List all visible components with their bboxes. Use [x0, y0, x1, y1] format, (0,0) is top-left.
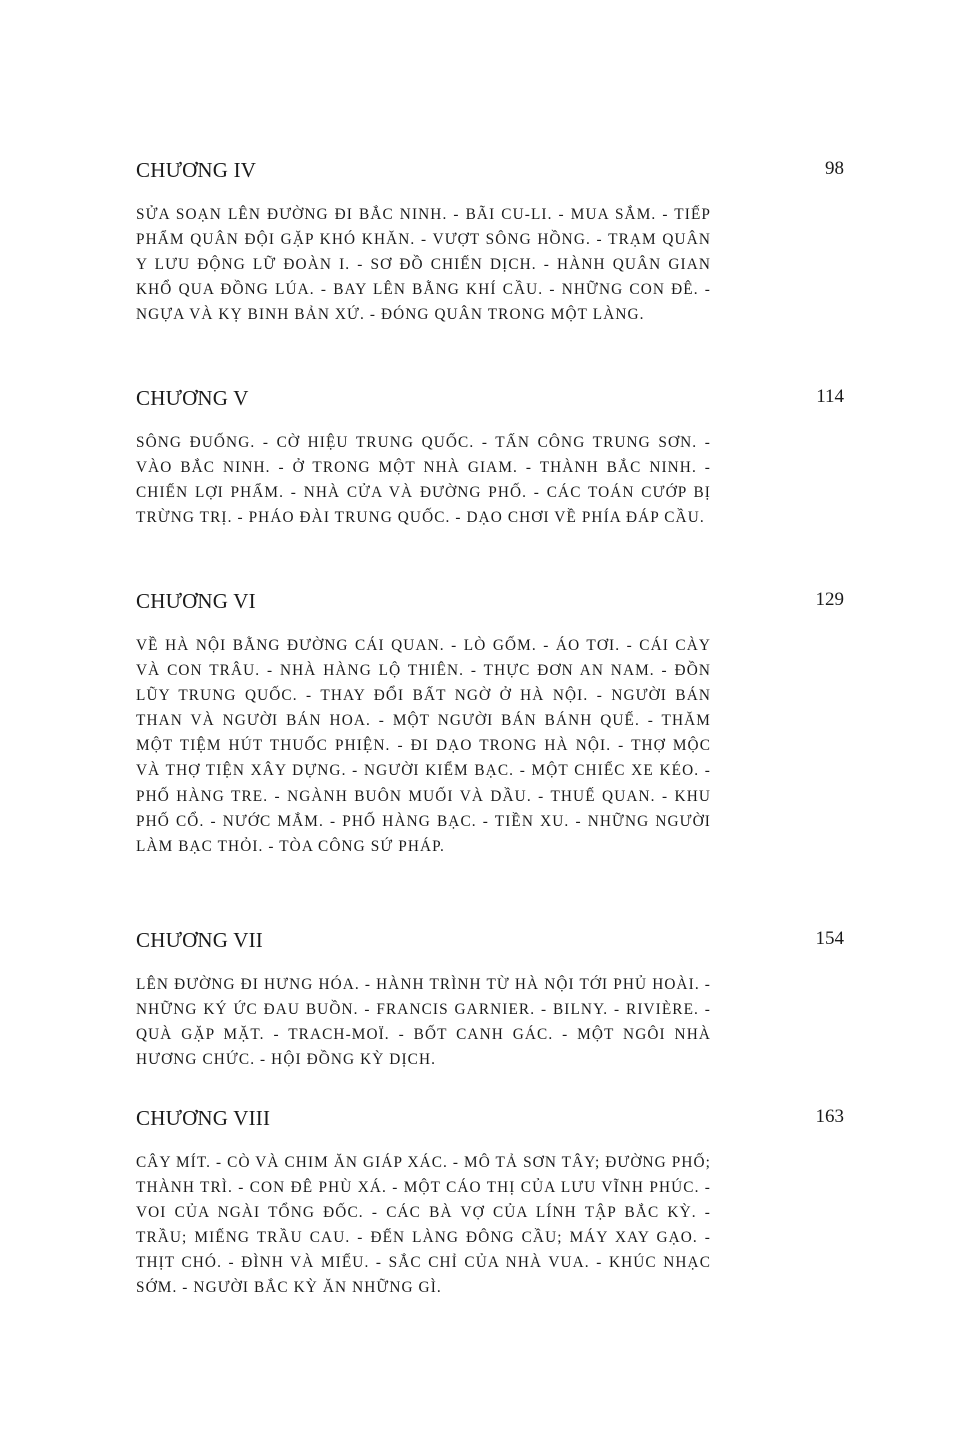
chapter-summary: SỬA SOẠN LÊN ĐƯỜNG ĐI BẮC NINH. - BÃI CU-LI. - MUA SẮM. - TIẾP PHẨM QUÂN ĐỘI GẶP KHÓ KHĂN. - VƯỢT SÔNG HỒNG. - TRẠM QUÂN Y LƯU ĐỘNG LỮ ĐOÀN I. - SƠ ĐỒ CHIẾN DỊCH. - HÀNH QUÂN GIAN KHỔ QUA ĐỒNG LÚA. - BAY LÊN BẰNG KHÍ CẦU. - NHỮNG CON ĐÊ. - NGỰA VÀ KỴ BINH BẢN XỨ. - ĐÓNG QUÂN TRONG MỘT LÀNG.	[136, 206, 711, 324]
chapter-page-number: 163	[815, 1106, 844, 1127]
chapter-entry-viii	[136, 1106, 844, 1297]
chapter-title: CHƯƠNG V	[136, 386, 249, 410]
chapter-heading	[136, 1106, 844, 1136]
chapter-entry-v	[136, 386, 844, 527]
chapter-heading	[136, 158, 844, 188]
chapter-entry-vi	[136, 589, 844, 855]
chapter-entry-iv	[136, 158, 844, 324]
chapter-page-number: 114	[816, 386, 844, 407]
chapter-page-number: 129	[815, 589, 844, 610]
chapter-title: CHƯƠNG VIII	[136, 1106, 271, 1130]
chapter-page-number: 98	[825, 158, 844, 179]
chapter-heading	[136, 386, 844, 416]
chapter-heading	[136, 928, 844, 958]
chapter-title: CHƯƠNG IV	[136, 158, 257, 182]
chapter-heading	[136, 589, 844, 619]
chapter-summary: SÔNG ĐUỐNG. - CỜ HIỆU TRUNG QUỐC. - TẤN CÔNG TRUNG SƠN. - VÀO BẮC NINH. - Ở TRONG MỘT NHÀ GIAM. - THÀNH BẮC NINH. - CHIẾN LỢI PHẨM. - NHÀ CỬA VÀ ĐƯỜNG PHỐ. - CÁC TOÁN CƯỚP BỊ TRỪNG TRỊ. - PHÁO ĐÀI TRUNG QUỐC. - DẠO CHƠI VỀ PHÍA ĐÁP CẦU.	[136, 434, 711, 527]
chapter-title: CHƯƠNG VII	[136, 928, 263, 952]
chapter-title: CHƯƠNG VI	[136, 589, 256, 613]
chapter-summary: VỀ HÀ NỘI BẰNG ĐƯỜNG CÁI QUAN. - LÒ GỐM. - ÁO TƠI. - CÁI CÀY VÀ CON TRÂU. - NHÀ HÀNG LỘ THIÊN. - THỰC ĐƠN AN NAM. - ĐỒN LŨY TRUNG QUỐC. - THAY ĐỔI BẤT NGỜ Ở HÀ NỘI. - NGƯỜI BÁN THAN VÀ NGƯỜI BÁN HOA. - MỘT NGƯỜI BÁN BÁNH QUẾ. - THĂM MỘT TIỆM HÚT THUỐC PHIỆN. - ĐI DẠO TRONG HÀ NỘI. - THỢ MỘC VÀ THỢ TIỆN XÂY DỰNG. - NGƯỜI KIỂM BẠC. - MỘT CHIẾC XE KÉO. - PHỐ HÀNG TRE. - NGÀNH BUÔN MUỐI VÀ DẦU. - THUẾ QUAN. - KHU PHỐ CỔ. - NƯỚC MẮM. - PHỐ HÀNG BẠC. - TIỀN XU. - NHỮNG NGƯỜI LÀM BẠC THỎI. - TÒA CÔNG SỨ PHÁP.	[136, 637, 711, 855]
chapter-summary: LÊN ĐƯỜNG ĐI HƯNG HÓA. - HÀNH TRÌNH TỪ HÀ NỘI TỚI PHỦ HOÀI. - NHỮNG KÝ ỨC ĐAU BUỒN. - FRANCIS GARNIER. - BILNY. - RIVIÈRE. - QUÀ GẶP MẶT. - TRACH-MOÏ. - BỐT CANH GÁC. - MỘT NGÔI NHÀ HƯƠNG CHỨC. - HỘI ĐỒNG KỲ DỊCH.	[136, 976, 711, 1069]
chapter-summary: CÂY MÍT. - CÒ VÀ CHIM ĂN GIÁP XÁC. - MÔ TẢ SƠN TÂY; ĐƯỜNG PHỐ; THÀNH TRÌ. - CON ĐÊ PHÙ XÁ. - MỘT CÁO THỊ CỦA LƯU VĨNH PHÚC. - VOI CỦA NGÀI TỔNG ĐỐC. - CÁC BÀ VỢ CỦA LÍNH TẬP BẮC KỲ. - TRẦU; MIẾNG TRẦU CAU. - ĐẾN LÀNG ĐÔNG CẦU; MÁY XAY GẠO. - THỊT CHÓ. - ĐÌNH VÀ MIẾU. - SẮC CHỈ CỦA NHÀ VUA. - KHÚC NHẠC SỚM. - NGƯỜI BẮC KỲ ĂN NHỮNG GÌ.	[136, 1154, 711, 1297]
chapter-entry-vii	[136, 928, 844, 1069]
chapter-page-number: 154	[815, 928, 844, 949]
